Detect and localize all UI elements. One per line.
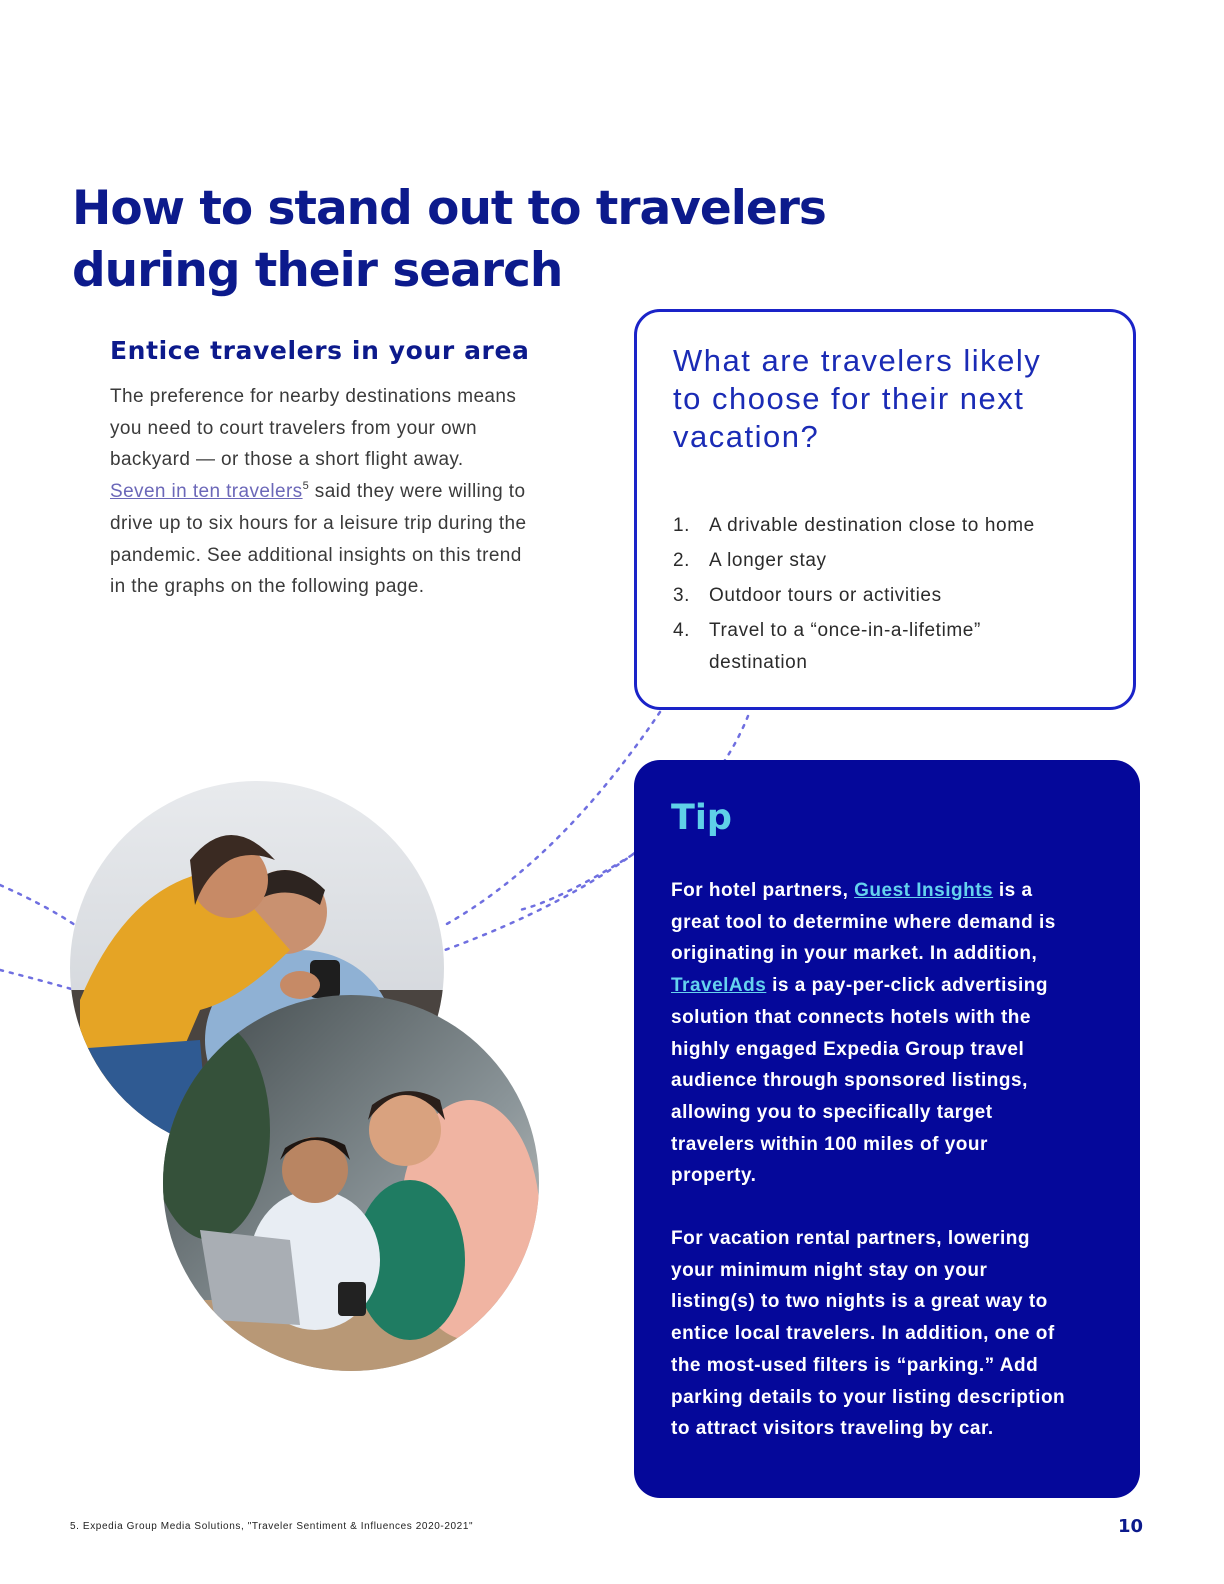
tip-text: For hotel partners, [671,880,855,901]
seven-in-ten-travelers-link[interactable]: Seven in ten travelers [110,481,303,503]
guest-insights-link[interactable]: Guest Insights [854,880,994,901]
list-text [709,615,981,679]
paragraph-line: in the graphs on the following page. [110,576,425,598]
page-title-line: How to stand out to travelers [72,181,826,236]
list-number: 3. [673,585,691,606]
list-text-line: A longer stay [709,550,827,571]
travelads-link[interactable]: TravelAds [671,975,767,997]
tip-line [671,970,1121,1002]
footnote-reference: 5 [302,480,310,493]
choices-list [673,510,1035,682]
list-text [709,510,1035,542]
list-number: 2. [673,550,691,571]
paragraph-line: pandemic. See additional insights on this trend [110,544,522,566]
list-item [673,580,1035,612]
list-item [673,545,1035,577]
tip-text: is a pay-per-click advertising [766,975,1048,997]
tip-line: great tool to determine where demand is [671,911,1056,933]
page-title-line: during their search [72,243,563,298]
question-line: vacation? [673,419,820,454]
tip-line: entice local travelers. In addition, one of [671,1323,1055,1345]
tip-heading: Tip [671,798,732,838]
list-item [673,615,1035,679]
footnote: 5. Expedia Group Media Solutions, "Traveler Sentiment & Influences 2020-2021" [70,1521,474,1532]
page-title [72,178,832,302]
list-text-line: destination [709,652,808,673]
tip-line: travelers within 100 miles of your [671,1133,988,1155]
list-number: 4. [673,620,691,641]
paragraph-gap [671,1192,1121,1223]
tip-line: originating in your market. In addition, [671,943,1038,965]
intro-paragraph [110,381,590,603]
question-line: What are travelers likely [673,343,1042,378]
list-text-line: A drivable destination close to home [709,515,1035,536]
list-text-line: Travel to a “once-in-a-lifetime” [709,620,981,641]
tip-line: For vacation rental partners, lowering [671,1228,1030,1250]
question-heading [673,342,1113,456]
paragraph-line: backyard — or those a short flight away. [110,449,464,471]
list-item [673,510,1035,542]
tip-line: audience through sponsored listings, [671,1070,1028,1092]
tip-line [671,875,1121,907]
paragraph-text: said they were willing to [309,481,526,503]
tip-card [634,760,1140,1498]
tip-text: is a [993,880,1033,901]
paragraph-line: The preference for nearby destinations means [110,386,517,407]
list-text [709,580,942,612]
tip-line: your minimum night stay on your [671,1259,988,1281]
tip-line: highly engaged Expedia Group travel [671,1038,1025,1060]
tip-line: parking details to your listing description [671,1386,1066,1408]
tip-line: solution that connects hotels with the [671,1006,1031,1028]
tip-line: property. [671,1165,757,1187]
list-text [709,545,827,577]
page-number: 10 [1118,1516,1144,1537]
tip-line: allowing you to specifically target [671,1101,993,1123]
tip-line: to attract visitors traveling by car. [671,1418,994,1440]
question-line: to choose for their next [673,381,1025,416]
question-card [634,309,1136,710]
list-text-line: Outdoor tours or activities [709,585,942,606]
section-heading: Entice travelers in your area [110,336,530,365]
paragraph-line [110,476,590,508]
tip-line: the most-used filters is “parking.” Add [671,1354,1039,1376]
list-number: 1. [673,515,691,536]
tip-body [671,875,1121,1445]
tip-line: listing(s) to two nights is a great way to [671,1291,1048,1313]
paragraph-line: you need to court travelers from your own [110,417,478,439]
paragraph-line: drive up to six hours for a leisure trip during the [110,512,527,534]
